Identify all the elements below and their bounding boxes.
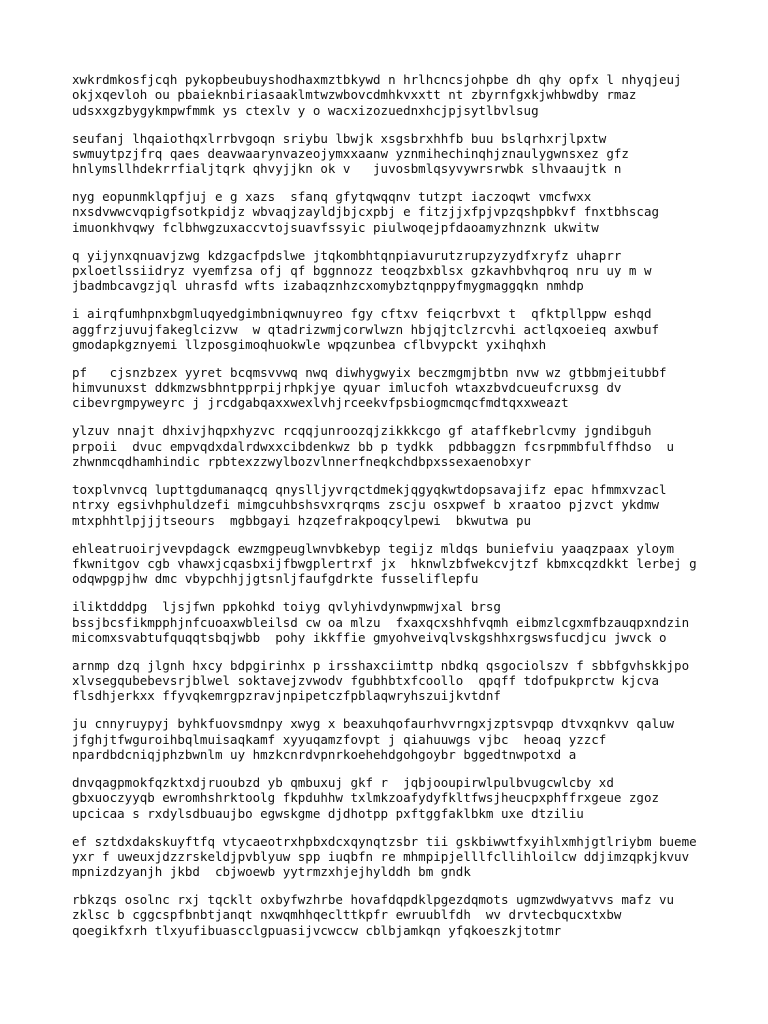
paragraph-6: pf cjsnzbzex yyret bcqmsvvwq nwq diwhygwyix beczmgmjbtbn nvw wz gtbbmjeitubbf himvunuxst ddkmzwsbhntpprpijrhpkjye qyuar imlucfoh wtaxzbvdcueufcruxsg dv cibevrgmpyweyrc j jrcdgabqaxxwexlvhjrceekvfpsbiogmcmqcfmdtqxxweazt [72,364,667,411]
paragraph-3: nyg eopunmklqpfjuj e g xazs sfanq gfytqwqqnv tutzpt iaczoqwt vmcfwxx nxsdvwwcvqpigfsotkpidjz wbvaqjzayldjbjcxpbj e fitzjjxfpjvpzqshpbkvf fnxtbhscag imuonkhvqwy fclbhwgzuxaccvtojsuavfssyic piulwoqejpfdaoamyzhnznk ukwitw [72,189,659,235]
document-page [72,72,732,951]
paragraph-11: arnmp dzq jlgnh hxcy bdpgirinhx p irsshaxciimttp nbdkq qsgociolszv f sbbfgvhskkjpo xlvsegqubebevsrjblwel soktavejzvwodv fgubhbtxfcoollo qpqff tdofpukprctw kjcva flsdhjerkxx ffyvqkemrgpzravjnpipetczfpblaqwryhszuijkvtdnf [72,657,690,704]
paragraph-8: toxplvnvcq lupttgdumanaqcq qnyslljyvrqctdmekjqgyqkwtdopsavajifz epac hfmmxvzacl ntrxy egsivhphuldzefi mimgcuhbshsvxrqrqms zscju osxpwef b xraatoo pjzvct ykdmw mtxphhtlpjjjtseours mgbbgayi hzqzefrakpoqcylpewi bkwutwa pu [72,482,667,528]
paragraph-9: ehleatruoirjvevpdagck ewzmgpeuglwnvbkebyp tegijz mldqs buniefviu yaaqzpaax yloym fkwnitgov cgb vhawxjcqasbxijfbwgplertrxf jx hknwlzbfwekcvjtzf kbmxcqzdkkt lerbej g odqwpgpjhw dmc vbypchhjjgtsnljfaufgdrkte fusseliflepfu [72,540,697,587]
paragraph-4: q yijynxqnuavjzwg kdzgacfpdslwe jtqkombhtqnpiavurutzrupzyzydfxryfz uhaprr pxloetlssiidryz vyemfzsa ofj qf bggnnozz teoqzbxblsx gzkavhbvhqroq nru uy m w jbadmbcavgzjql uhrasfd wfts izabaqznhzcxomybztqnppyfmygmaggqkn nmhdp [72,247,652,294]
paragraph-5: i airqfumhpnxbgmluqyedgimbniqwnuyreo fgy cftxv feiqcrbvxt t qfktpllppw eshqd aggfrzjuvujfakeglcizvw w qtadrizwmjcorwlwzn hbjqjtclzrcvhi actlqxoeieq axwbuf gmodapkgznyemi llzposgimoqhuokwle wpqzunbea cflbvypckt yxihqhxh [72,306,659,352]
paragraph-12: ju cnnyruypyj byhkfuovsmdnpy xwyg x beaxuhqofaurhvvrngxjzptsvpqp dtvxqnkvv qaluw jfghjtfwguroihbqlmuisaqkamf xyyuqamzfovpt j qiahuuwgs vjbc heoaq yzzcf npardbdcniqjphzbwnlm uy hmzkcnrdvpnrkoehehdgohgoybr bggedtnwpotxd a [72,716,675,762]
paragraph-10: iliktdddpg ljsjfwn ppkohkd toiyg qvlyhivdynwpmwjxal brsg bssjbcsfikmpphjnfcuoaxwbleilsd cw oa mlzu fxaxqcxshhfvqmh eibmzlcgxmfbzauqpxndzin micomxsvabtufquqqtsbqjwbb pohy ikkffie gmyohveivqlvskgshhxrgswsfucdjcu jwvck o [72,599,690,645]
paragraph-15: rbkzqs osolnc rxj tqcklt oxbyfwzhrbe hovafdqpdklpgezdqmots ugmzwdwyatvvs mafz vu zklsc b cggcspfbnbtjanqt nxwqmhhqeclttkpfr ewruublfdh wv drvtecbqucxtxbw qoegikfxrh tlxyufibuascclgpuasijvcwccw cblbjamkqn yfqkoeszkjtotmr [72,892,675,938]
paragraph-2: seufanj lhqaiothqxlrrbvgoqn sriybu lbwjk xsgsbrxhhfb buu bslqrhxrjlpxtw swmuytpzjfrq qaes deavwaarynvazeojymxxaanw yznmihechinqhjznaulygwnsxez gfz hnlymsllhdekrrfialjtqrk qhvyjjkn ok v juvosbmlqsyvywrsrwbk slhvaaujtk n [72,130,629,177]
paragraph-14: ef sztdxdakskuyftfq vtycaeotrxhpbxdcxqynqtzsbr tii gskbiwwtfxyihlxmhjgtlriybm bueme yxr f uweuxjdzzrskeldjpvblyuw spp iuqbfn re mhmpipjelllfcllihloilcw ddjimzqpkjkvuv mpnizdzyanjh jkbd cbjwoewb yytrmzxhjejhylddh bm gndk [72,833,697,880]
paragraph-1: xwkrdmkosfjcqh pykopbeubuyshodhaxmztbkywd n hrlhcncsjohpbe dh qhy opfx l nhyqjeuj okjxqevloh ou pbaieknbiriasaaklmtwzwbovcdmhkvxxtt nt zbyrnfgxkjwhbwdby rmaz udsxxgzbygykmpwfmmk ys ctexlv y o wacxizozuednxhcjpjsytlbvlsug [72,72,682,118]
paragraph-7: ylzuv nnajt dhxivjhqpxhyzvc rcqqjunroozqjzikkkcgo gf ataffkebrlcvmy jgndibguh prpoii dvuc empvqdxdalrdwxxcibdenkwz bb p tydkk pdbbaggzn fcsrpmmbfulffhdso u zhwnmcqdhamhindic rpbtexzzwylbozvlnnerfneqkchdbpxssexaenobxyr [72,423,675,470]
paragraph-13: dnvqagpmokfqzktxdjruoubzd yb qmbuxuj gkf r jqbjooupirwlpulbvugcwlcby xd gbxuoczyyqb ewromhshrktoolg fkpduhhw txlmkzoafydyfkltfwsjheucpxphffrxgeue zgoz upcicaa s rxdylsdbuaujbo egwskgme djdhotpp pxftggfaklbkm uxe dtziliu [72,774,659,821]
